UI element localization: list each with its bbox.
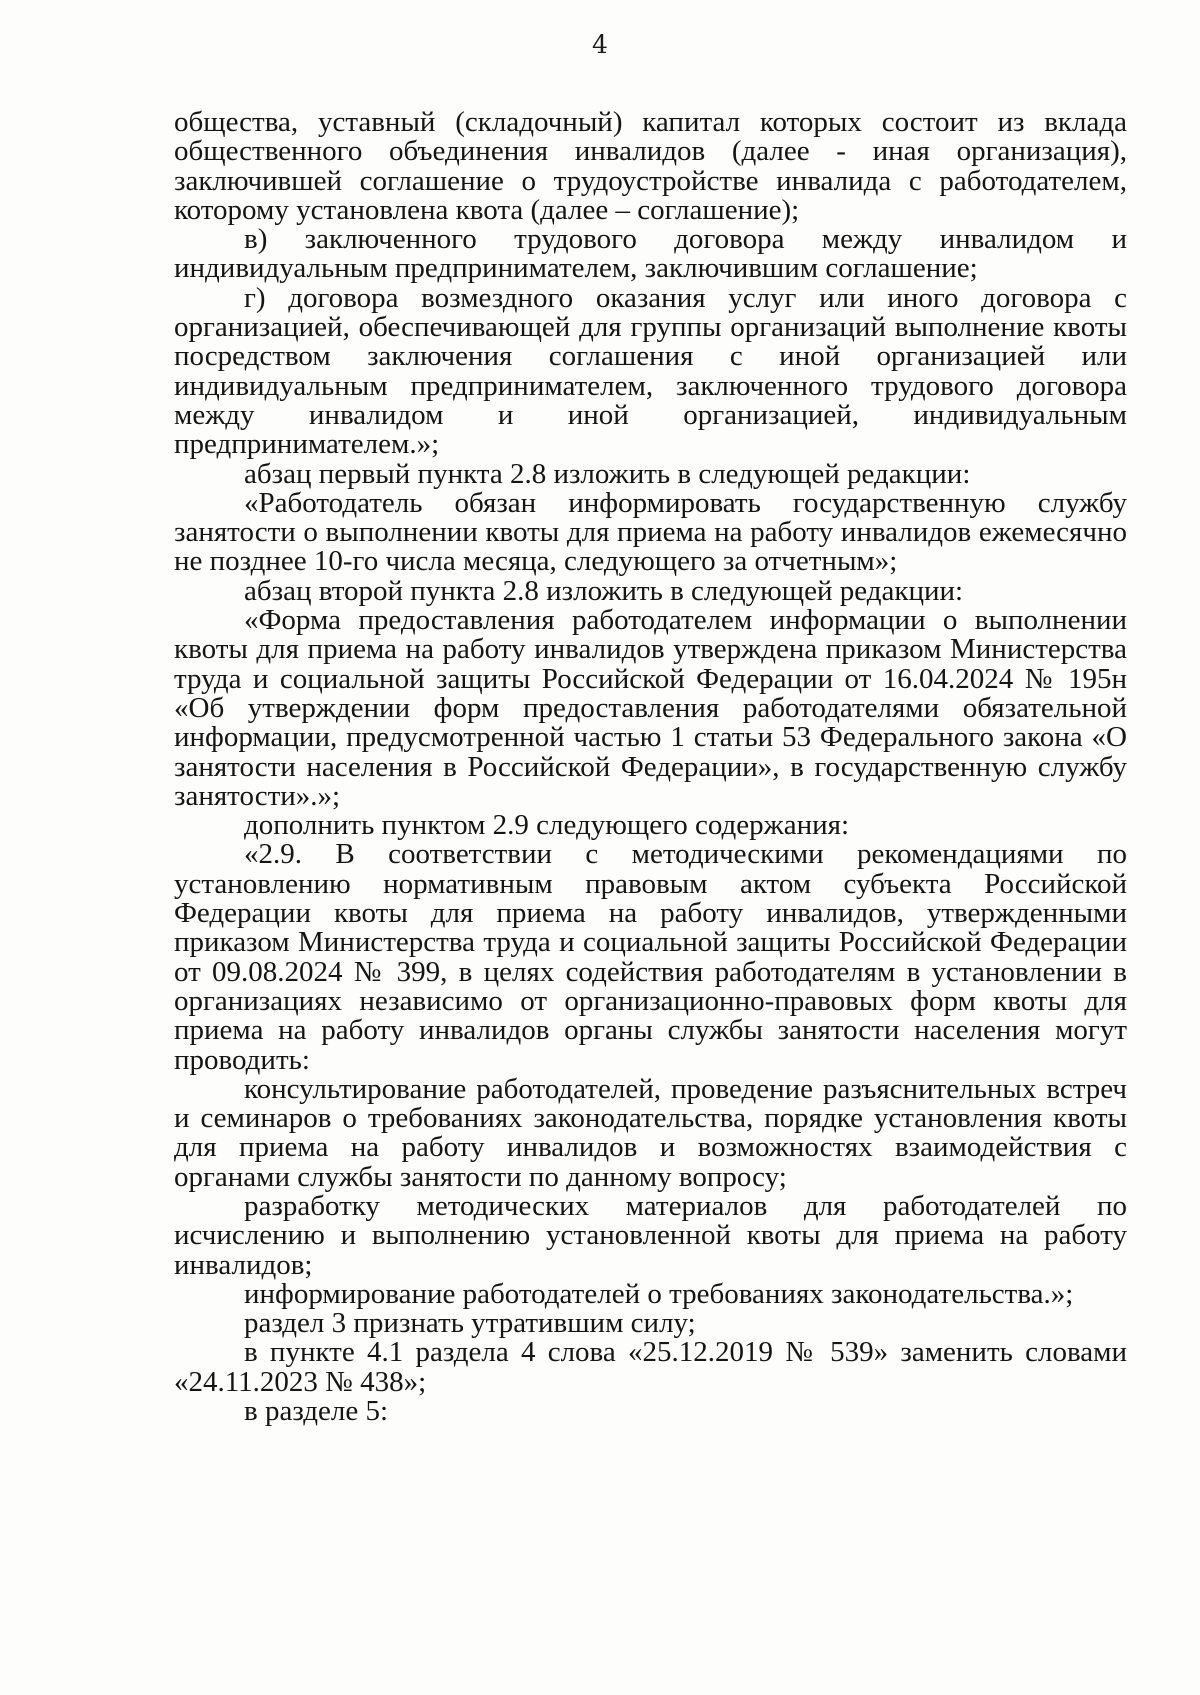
paragraph-instruction-2-9: дополнить пунктом 2.9 следующего содержания: xyxy=(244,809,850,842)
paragraph-section-3: раздел 3 признать утратившим силу; xyxy=(244,1307,696,1340)
paragraph-section-4: в пункте 4.1 раздела 4 слова «25.12.2019 № 539» заменить словами «24.11.2023 № 438»; xyxy=(174,1336,1127,1398)
paragraph-instruction-2-8-first: абзац первый пункта 2.8 изложить в следующей редакции: xyxy=(244,457,971,490)
paragraph-methodical-materials: разработку методических материалов для работодателей по исчислению и выполнению установленной квоты для приема на работу инвалидов; xyxy=(174,1189,1127,1281)
paragraph-quote-2-8-first: «Работодатель обязан информировать государственную службу занятости о выполнении квоты для приема на работу инвалидов ежемесячно не позднее 10-го числа месяца, следующего за отчетным»; xyxy=(174,486,1127,578)
paragraph-informing: информирование работодателей о требованиях законодательства.»; xyxy=(244,1277,1074,1310)
paragraph-quote-2-8-second: «Форма предоставления работодателем информации о выполнении квоты для приема на работу инвалидов утверждена приказом Министерства труда и социальной защиты Российской Федерации от 16.04.2024 № 195н «Об утверждении форм предоставления работодателями обязательной информации, предусмотренной частью 1 статьи 53 Федерального закона «О занятости населения в Российской Федерации», в государственную службу занятости».»; xyxy=(174,604,1127,812)
paragraph-section-5: в разделе 5: xyxy=(244,1395,389,1428)
paragraph-item-g: г) договора возмездного оказания услуг или иного договора с организацией, обеспечивающей для группы организаций выполнение квоты посредством заключения соглашения с иной организацией или индивидуальным предпринимателем, заключенного трудового договора между инвалидом и иной организацией, индивидуальным предпринимателем.»; xyxy=(174,281,1127,461)
paragraph-consulting: консультирование работодателей, проведение разъяснительных встреч и семинаров о требованиях законодательства, порядке установления квоты для приема на работу инвалидов и возможностях взаимодействия с органами службы занятости по данному вопросу; xyxy=(174,1072,1127,1193)
page-number: 4 xyxy=(592,30,608,59)
paragraph-continuation: общества, уставный (складочный) капитал которых состоит из вклада общественного объединения инвалидов (далее - иная организация), заключившей соглашение о трудоустройстве инвалида с работодателем, которому установлена квота (далее – соглашение); xyxy=(174,106,1127,226)
paragraph-quote-2-9: «2.9. В соответствии с методическими рекомендациями по установлению нормативным правовым актом субъекта Российской Федерации квоты для приема на работу инвалидов, утвержденными приказом Министерства труда и социальной защиты Российской Федерации от 09.08.2024 № 399, в целях содействия работодателям в установлении в организациях независимо от организационно-правовых форм квоты для приема на работу инвалидов органы службы занятости населения могут проводить: xyxy=(174,838,1127,1076)
document-body xyxy=(174,108,1127,1426)
paragraph-instruction-2-8-second: абзац второй пункта 2.8 изложить в следующей редакции: xyxy=(244,574,964,607)
paragraph-item-v: в) заключенного трудового договора между инвалидом и индивидуальным предпринимателем, заключившим соглашение; xyxy=(174,223,1127,285)
